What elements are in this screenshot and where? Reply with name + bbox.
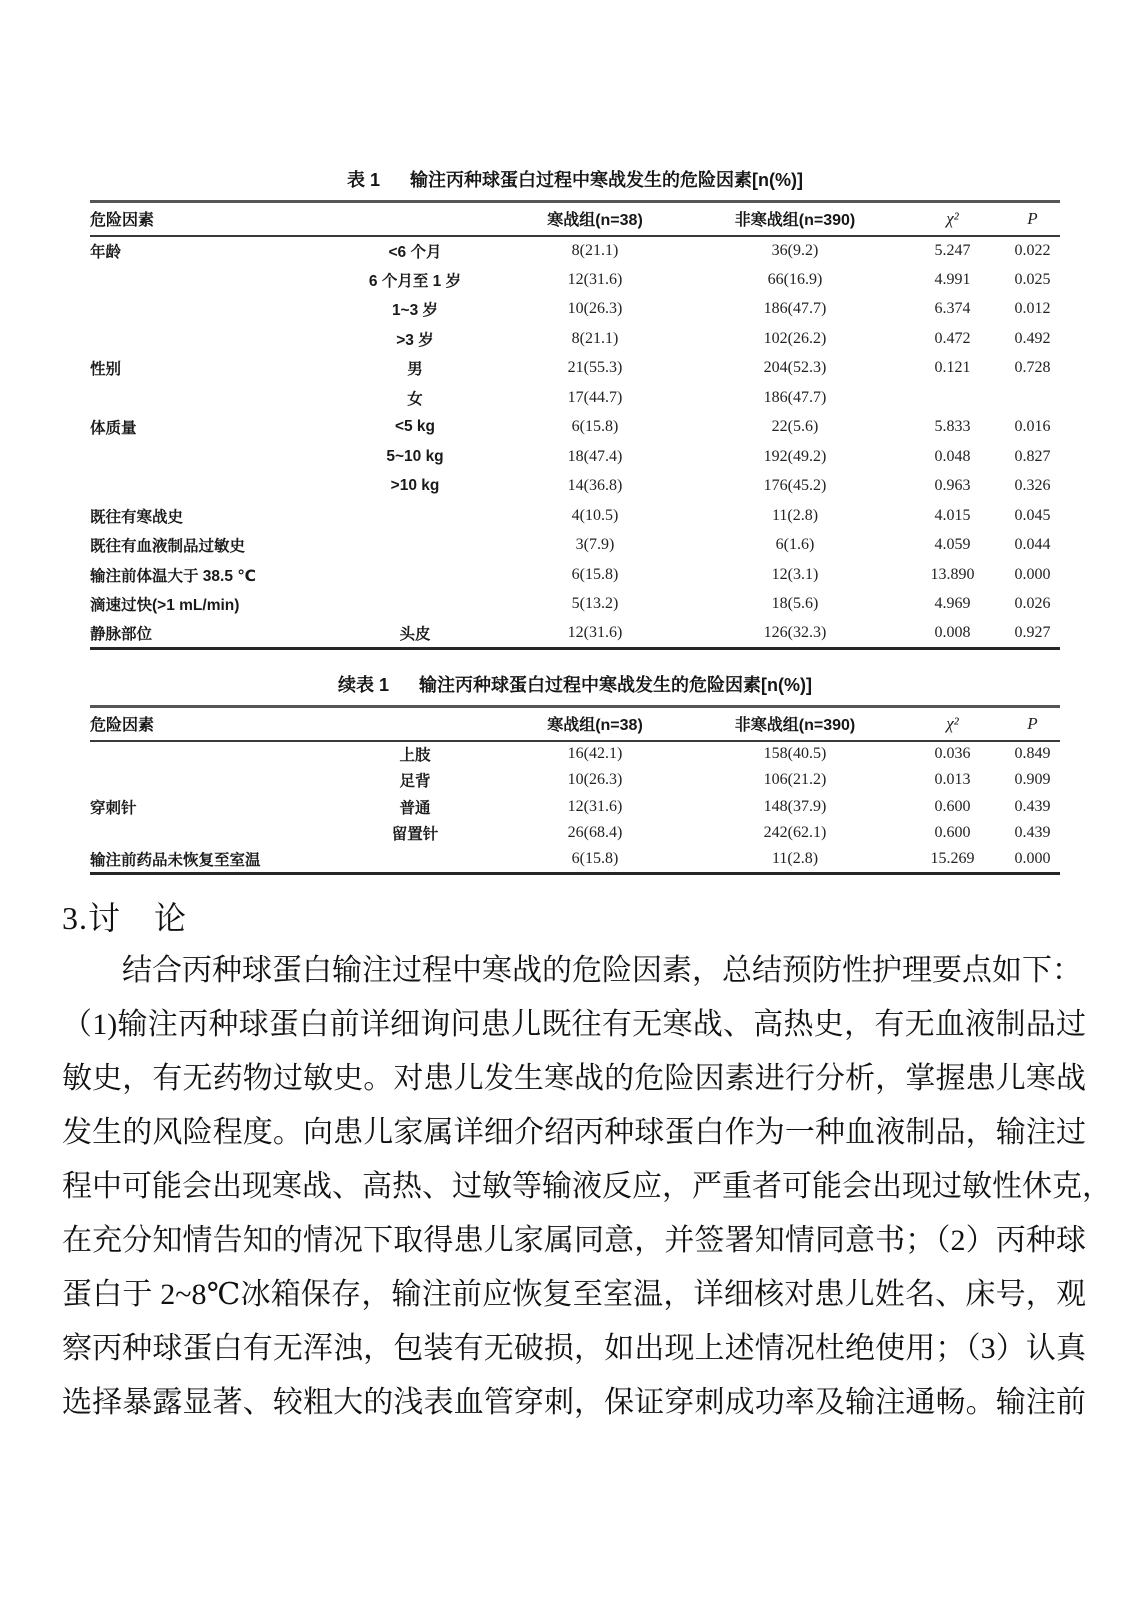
discussion-paragraph xyxy=(62,944,1112,1430)
table2-header-row xyxy=(90,707,1060,741)
nonchill-value-cell: 148(37.9) xyxy=(763,797,827,815)
table-row xyxy=(90,847,1060,874)
p-cell: 0.022 xyxy=(1014,241,1051,259)
chi-cell: 5.247 xyxy=(934,241,971,259)
factor-cell xyxy=(90,383,330,413)
subcategory-cell: 足背 xyxy=(399,773,431,791)
chi-cell: 0.600 xyxy=(934,824,971,842)
paragraph-line: 察丙种球蛋白有无浑浊，包装有无破损，如出现上述情况杜绝使用；（3）认真 xyxy=(62,1332,1086,1365)
chill-value-cell: 4(10.5) xyxy=(571,506,619,524)
chill-value-cell: 6(15.8) xyxy=(571,565,619,583)
chi-cell: 0.472 xyxy=(934,329,971,347)
p-cell: 0.492 xyxy=(1014,329,1051,347)
p-cell: 0.025 xyxy=(1014,270,1051,288)
chi-cell: 0.036 xyxy=(934,745,971,763)
chi-cell: 0.600 xyxy=(934,797,971,815)
chill-value-cell: 8(21.1) xyxy=(571,241,619,259)
p-cell: 0.000 xyxy=(1014,850,1051,867)
table2-header-subcategory xyxy=(330,707,500,741)
table-row xyxy=(90,295,1060,325)
p-cell: 0.045 xyxy=(1014,506,1051,524)
table2-caption-prefix: 续表 1 xyxy=(338,675,390,695)
subcategory-cell: 5~10 kg xyxy=(386,447,444,465)
table-row xyxy=(90,413,1060,443)
table2-header-factor: 危险因素 xyxy=(90,717,155,735)
nonchill-value-cell: 176(45.2) xyxy=(763,477,827,495)
chill-value-cell: 12(31.6) xyxy=(567,624,623,641)
table-row xyxy=(90,590,1060,620)
table-row xyxy=(90,354,1060,384)
chill-value-cell: 12(31.6) xyxy=(567,270,623,288)
table2-header-nonchill-group: 非寒战组(n=390) xyxy=(734,717,856,735)
nonchill-value-cell: 36(9.2) xyxy=(771,241,819,259)
table1-header-chill-group: 寒战组(n=38) xyxy=(547,212,643,230)
paragraph-line: （1)输注丙种球蛋白前详细询问患儿既往有无寒战、高热史，有无血液制品过 xyxy=(62,1008,1086,1041)
paragraph-line: 选择暴露显著、较粗大的浅表血管穿刺，保证穿刺成功率及输注通畅。输注前 xyxy=(62,1386,1086,1419)
nonchill-value-cell: 11(2.8) xyxy=(771,850,819,867)
table-row xyxy=(90,531,1060,561)
p-cell: 0.439 xyxy=(1014,797,1051,815)
nonchill-value-cell: 192(49.2) xyxy=(763,447,827,465)
risk-factor-table-1 xyxy=(90,200,1060,650)
nonchill-value-cell: 102(26.2) xyxy=(763,329,827,347)
table-row xyxy=(90,501,1060,531)
subcategory-cell: <6 个月 xyxy=(388,243,442,261)
subcategory-cell xyxy=(330,531,500,561)
chill-value-cell: 5(13.2) xyxy=(571,595,619,613)
subcategory-cell: 6 个月至 1 岁 xyxy=(368,272,462,290)
table1-caption xyxy=(90,166,1060,192)
factor-cell: 体质量 xyxy=(90,420,137,438)
table2-caption xyxy=(90,671,1060,697)
table-row xyxy=(90,820,1060,847)
subcategory-cell xyxy=(330,590,500,620)
subcategory-cell: 1~3 岁 xyxy=(391,302,439,320)
chill-value-cell: 8(21.1) xyxy=(571,329,619,347)
table-row xyxy=(90,236,1060,266)
chi-cell: 0.013 xyxy=(934,771,971,789)
table1-header-row xyxy=(90,202,1060,236)
chi-cell: 4.059 xyxy=(934,536,971,554)
paragraph-line: 敏史，有无药物过敏史。对患儿发生寒战的危险因素进行分析，掌握患儿寒战 xyxy=(62,1062,1086,1095)
p-cell: 0.044 xyxy=(1014,536,1051,554)
chi-cell: 0.963 xyxy=(934,477,971,495)
nonchill-value-cell: 12(3.1) xyxy=(771,565,819,583)
table-row xyxy=(90,265,1060,295)
nonchill-value-cell: 186(47.7) xyxy=(763,300,827,318)
subcategory-cell: 上肢 xyxy=(399,747,431,765)
table2-header-chi-square: χ² xyxy=(946,713,959,733)
paragraph-line: 结合丙种球蛋白输注过程中寒战的危险因素，总结预防性护理要点如下： xyxy=(122,954,1082,987)
factor-cell xyxy=(90,324,330,354)
subcategory-cell: 男 xyxy=(407,361,423,379)
paragraph-line: 程中可能会出现寒战、高热、过敏等输液反应，严重者可能会出现过敏性休克， xyxy=(62,1170,1112,1203)
subcategory-cell: >10 kg xyxy=(390,477,440,495)
factor-cell xyxy=(90,820,330,847)
risk-factor-table-continued xyxy=(90,705,1060,875)
subcategory-cell: 女 xyxy=(407,390,423,408)
chi-cell: 5.833 xyxy=(934,418,971,436)
nonchill-value-cell: 242(62.1) xyxy=(763,824,827,842)
subcategory-cell xyxy=(330,501,500,531)
table-row xyxy=(90,383,1060,413)
nonchill-value-cell: 6(1.6) xyxy=(775,536,815,554)
chill-value-cell: 12(31.6) xyxy=(567,797,623,815)
p-cell: 0.909 xyxy=(1014,771,1051,789)
table-row xyxy=(90,442,1060,472)
factor-cell: 输注前药品未恢复至室温 xyxy=(90,852,261,869)
factor-cell xyxy=(90,295,330,325)
chi-cell: 13.890 xyxy=(930,565,975,583)
chill-value-cell: 16(42.1) xyxy=(567,745,623,763)
factor-cell xyxy=(90,767,330,794)
nonchill-value-cell: 66(16.9) xyxy=(767,270,823,288)
factor-cell xyxy=(90,472,330,502)
factor-cell: 性别 xyxy=(90,361,122,379)
chill-value-cell: 6(15.8) xyxy=(571,418,619,436)
nonchill-value-cell: 126(32.3) xyxy=(763,624,827,641)
table1-header-subcategory xyxy=(330,202,500,236)
chill-value-cell: 21(55.3) xyxy=(567,359,623,377)
chill-value-cell: 10(26.3) xyxy=(567,771,623,789)
chill-value-cell: 3(7.9) xyxy=(575,536,615,554)
chi-cell: 4.015 xyxy=(934,506,971,524)
subcategory-cell xyxy=(330,847,500,874)
subcategory-cell: >3 岁 xyxy=(396,331,434,349)
table2-caption-title: 输注丙种球蛋白过程中寒战发生的危险因素[n(%)] xyxy=(419,675,812,695)
table1-header-chi-square: χ² xyxy=(946,208,959,228)
chill-value-cell: 14(36.8) xyxy=(567,477,623,495)
p-cell: 0.849 xyxy=(1014,745,1051,763)
chill-value-cell: 18(47.4) xyxy=(567,447,623,465)
p-cell: 0.927 xyxy=(1014,624,1051,641)
subcategory-cell xyxy=(330,560,500,590)
p-cell: 0.439 xyxy=(1014,824,1051,842)
table2-header-chill-group: 寒战组(n=38) xyxy=(547,717,643,735)
factor-cell: 既往有寒战史 xyxy=(90,508,184,526)
p-cell: 0.012 xyxy=(1014,300,1051,318)
chill-value-cell: 26(68.4) xyxy=(567,824,623,842)
chi-cell: 4.991 xyxy=(934,270,971,288)
chill-value-cell: 17(44.7) xyxy=(567,388,623,406)
table1-caption-title: 输注丙种球蛋白过程中寒战发生的危险因素[n(%)] xyxy=(410,170,803,190)
nonchill-value-cell: 204(52.3) xyxy=(763,359,827,377)
chi-cell: 6.374 xyxy=(934,300,971,318)
p-cell: 0.728 xyxy=(1014,359,1051,377)
chill-value-cell: 6(15.8) xyxy=(571,850,619,867)
p-cell: 0.326 xyxy=(1014,477,1051,495)
nonchill-value-cell: 106(21.2) xyxy=(763,771,827,789)
chi-cell: 15.269 xyxy=(930,850,975,867)
subcategory-cell: 留置针 xyxy=(391,826,439,844)
chi-cell xyxy=(900,383,1005,413)
factor-cell: 滴速过快(>1 mL/min) xyxy=(90,597,240,615)
subcategory-cell: <5 kg xyxy=(394,418,436,436)
chill-value-cell: 10(26.3) xyxy=(567,300,623,318)
factor-cell: 穿刺针 xyxy=(90,799,137,817)
chi-cell: 4.969 xyxy=(934,595,971,613)
chi-cell: 0.121 xyxy=(934,359,971,377)
paragraph-line: 蛋白于 2~8℃冰箱保存，输注前应恢复至室温，详细核对患儿姓名、床号，观 xyxy=(62,1278,1086,1311)
chi-cell: 0.048 xyxy=(934,447,971,465)
p-cell: 0.827 xyxy=(1014,447,1051,465)
factor-cell: 输注前体温大于 38.5 ℃ xyxy=(90,567,257,585)
table-row xyxy=(90,794,1060,821)
table2-header-p-value: P xyxy=(1027,713,1038,733)
factor-cell xyxy=(90,741,330,768)
paragraph-line: 在充分知情告知的情况下取得患儿家属同意，并签署知情同意书；（2）丙种球 xyxy=(62,1224,1086,1257)
nonchill-value-cell: 158(40.5) xyxy=(763,745,827,763)
nonchill-value-cell: 11(2.8) xyxy=(771,506,819,524)
factor-cell: 静脉部位 xyxy=(90,626,153,643)
table1-header-p-value: P xyxy=(1027,208,1038,228)
table-row xyxy=(90,619,1060,649)
factor-cell xyxy=(90,442,330,472)
table-row xyxy=(90,472,1060,502)
table-row xyxy=(90,560,1060,590)
nonchill-value-cell: 186(47.7) xyxy=(763,388,827,406)
p-cell: 0.026 xyxy=(1014,595,1051,613)
discussion-heading: 3.讨 论 xyxy=(62,900,188,936)
table-row xyxy=(90,741,1060,768)
chi-cell: 0.008 xyxy=(934,624,971,641)
subcategory-cell: 普通 xyxy=(399,799,431,817)
table1-caption-prefix: 表 1 xyxy=(347,170,381,190)
table1-header-factor: 危险因素 xyxy=(90,212,155,230)
paragraph-line: 发生的风险程度。向患儿家属详细介绍丙种球蛋白作为一种血液制品，输注过 xyxy=(62,1116,1086,1149)
factor-cell: 既往有血液制品过敏史 xyxy=(90,538,246,556)
factor-cell: 年龄 xyxy=(90,243,122,261)
table1-header-nonchill-group: 非寒战组(n=390) xyxy=(734,212,856,230)
table-row xyxy=(90,324,1060,354)
factor-cell xyxy=(90,265,330,295)
nonchill-value-cell: 18(5.6) xyxy=(771,595,819,613)
p-cell: 0.016 xyxy=(1014,418,1051,436)
nonchill-value-cell: 22(5.6) xyxy=(771,418,819,436)
p-cell: 0.000 xyxy=(1014,565,1051,583)
table-row xyxy=(90,767,1060,794)
p-cell xyxy=(1005,383,1060,413)
subcategory-cell: 头皮 xyxy=(399,626,431,643)
